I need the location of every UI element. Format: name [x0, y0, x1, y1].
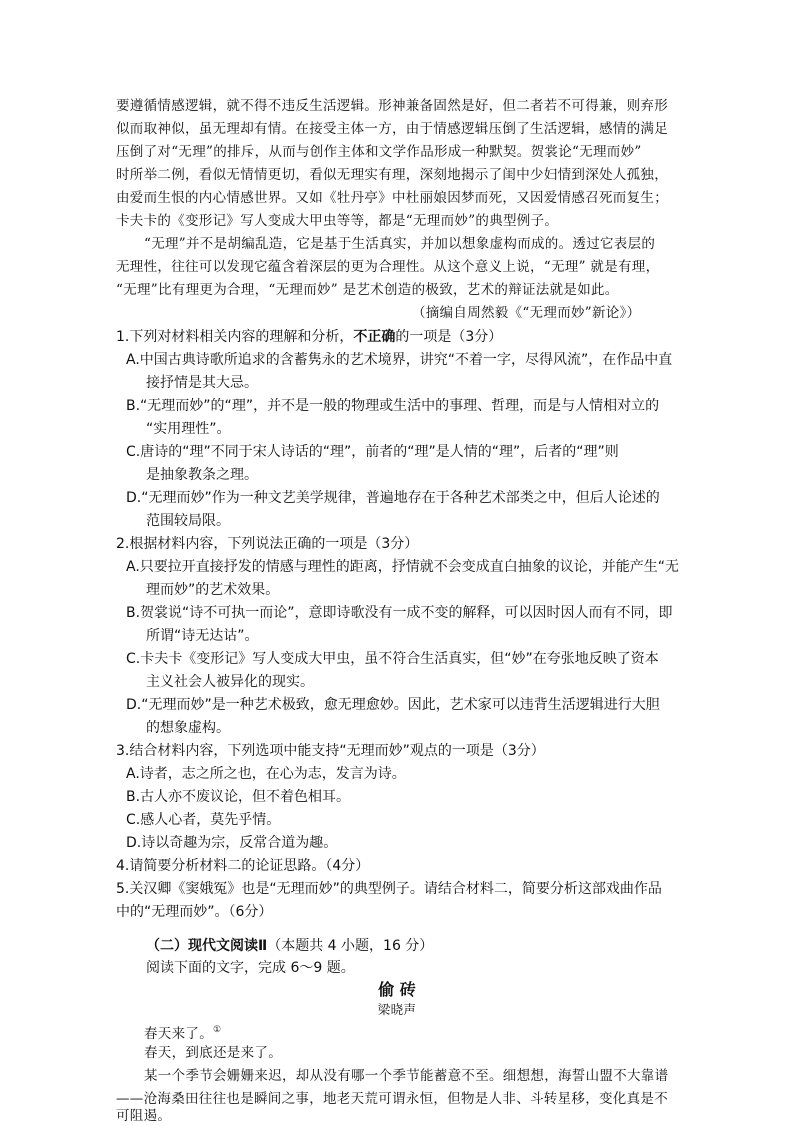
q3-option-a: A.诗者，志之所之也，在心为志，发言为诗。 — [126, 766, 406, 782]
material-line-9: “无理”比有理更为合理，“无理而妙” 是艺术创造的极致，艺术的辩证法就是如此。 — [116, 282, 619, 298]
q1-option-d-cont: 范围较局限。 — [146, 513, 230, 529]
material-source: （摘编自周然毅《“无理而妙”新论》） — [412, 305, 641, 321]
question-1-stem-tail: 的一项是（3分） — [395, 329, 503, 345]
q1-option-d: D.“无理而妙”作为一种文艺美学规律，普遍地存在于各种艺术部类之中，但后人论述的 — [126, 490, 660, 506]
material-line-8: 无理性，往往可以发现它蕴含着深层的更为合理性。从这个意义上说，“无理” 就是有理， — [116, 259, 660, 275]
story-title: 偷 砖 — [378, 980, 416, 999]
q2-option-c-cont: 主义社会人被异化的现实。 — [146, 674, 314, 690]
story-paragraph-1-text: 春天来了。 — [144, 1026, 213, 1042]
question-1-emphasis: 不正确 — [353, 329, 396, 345]
section-2-instruction: 阅读下面的文字，完成 6～9 题。 — [146, 960, 355, 976]
q1-option-b-cont: “实用理性”。 — [146, 421, 231, 437]
q3-option-d: D.诗以奇趣为宗，反常合道为趣。 — [126, 835, 338, 851]
material-line-3: 压倒了对“无理”的排斥，从而与创作主体和文学作品形成一种默契。贺裳论“无理而妙” — [116, 144, 642, 160]
question-4: 4.请简要分析材料二的论证思路。（4分） — [116, 858, 370, 874]
q2-option-c: C.卡夫卡《变形记》写人变成大甲虫，虽不符合生活真实，但“妙”在夸张地反映了资本 — [126, 651, 659, 667]
material-line-2: 似而取神似，虽无理却有情。在接受主体一方，由于情感逻辑压倒了生活逻辑，感情的满足 — [116, 121, 668, 137]
material-line-7: “无理”并不是胡编乱造，它是基于生活真实，并加以想象虚构而成的。透过它表层的 — [144, 236, 656, 252]
q1-option-c-cont: 是抽象教条之理。 — [146, 467, 258, 483]
q1-option-b: B.“无理而妙”的“理”，并不是一般的物理或生活中的事理、哲理，而是与人情相对立的 — [126, 398, 660, 414]
footnote-marker: ① — [213, 1025, 222, 1035]
section-2-heading-label: （二）现代文阅读Ⅱ — [146, 938, 268, 954]
story-paragraph-3-cont: ——沧海桑田往往也是瞬间之事，地老天荒可谓永恒，但物是人非、斗转星移，变化真是不 — [116, 1091, 668, 1107]
q1-option-a-cont: 接抒情是其大忌。 — [146, 375, 258, 391]
q3-option-c: C.感人心者，莫先乎情。 — [126, 812, 281, 828]
question-1-stem — [116, 327, 502, 347]
story-author: 梁晓声 — [377, 1002, 417, 1017]
question-5-cont: 中的“无理而妙”。（6分） — [116, 904, 273, 920]
q3-option-b: B.古人亦不废议论，但不着色相耳。 — [126, 789, 351, 805]
section-2-heading-meta: （本题共 4 小题，16 分） — [267, 938, 434, 954]
q2-option-a-cont: 理而妙”的艺术效果。 — [146, 582, 280, 598]
q2-option-d-cont: 的想象虚构。 — [146, 720, 230, 736]
question-2-stem: 2.根据材料内容，下列说法正确的一项是（3分） — [116, 536, 419, 552]
q2-option-d: D.“无理而妙”是一种艺术极致，愈无理愈妙。因此，艺术家可以违背生活逻辑进行大胆 — [126, 697, 660, 713]
story-paragraph-1 — [144, 1020, 221, 1044]
material-line-5: 由爱而生恨的内心情感世界。又如《牡丹亭》中杜丽娘因梦而死，又因爱情感召死而复生； — [116, 190, 668, 206]
story-paragraph-3-end: 可阻遏。 — [116, 1108, 172, 1124]
material-line-1: 要遵循情感逻辑，就不得不违反生活逻辑。形神兼备固然是好，但二者若不可得兼，则弃形 — [116, 98, 668, 114]
section-2-heading — [146, 936, 433, 956]
material-line-4: 时所举二例，看似无情情更切，看似无理实有理，深刻地揭示了闺中少妇情到深处人孤独， — [116, 167, 668, 183]
question-1-stem-text: 1.下列对材料相关内容的理解和分析， — [116, 329, 354, 345]
q2-option-a: A.只要拉开直接抒发的情感与理性的距离，抒情就不会变成直白抽象的议论，并能产生“无 — [126, 559, 680, 575]
material-line-6: 卡夫卡的《变形记》写人变成大甲虫等等，都是“无理而妙”的典型例子。 — [116, 213, 559, 229]
story-paragraph-2: 春天，到底还是来了。 — [144, 1045, 282, 1061]
q1-option-a: A.中国古典诗歌所追求的含蓄隽永的艺术境界，讲究“不着一字，尽得风流”，在作品中直 — [126, 352, 673, 368]
question-5: 5.关汉卿《窦娥冤》也是“无理而妙”的典型例子。请结合材料二，简要分析这部戏曲作品 — [116, 881, 662, 897]
q2-option-b-cont: 所谓“诗无达诂”。 — [146, 628, 259, 644]
q1-option-c: C.唐诗的“理”不同于宋人诗话的“理”，前者的“理”是人情的“理”，后者的“理”则 — [126, 444, 619, 460]
question-3-stem: 3.结合材料内容，下列选项中能支持“无理而妙”观点的一项是（3分） — [116, 743, 545, 759]
story-paragraph-3: 某一个季节会姗姗来迟，却从没有哪一个季节能蓄意不至。细想想，海誓山盟不大靠谱 — [144, 1068, 669, 1084]
q2-option-b: B.贺裳说“诗不可执一而论”，意即诗歌没有一成不变的解释，可以因时因人而有不同，即 — [126, 605, 673, 621]
